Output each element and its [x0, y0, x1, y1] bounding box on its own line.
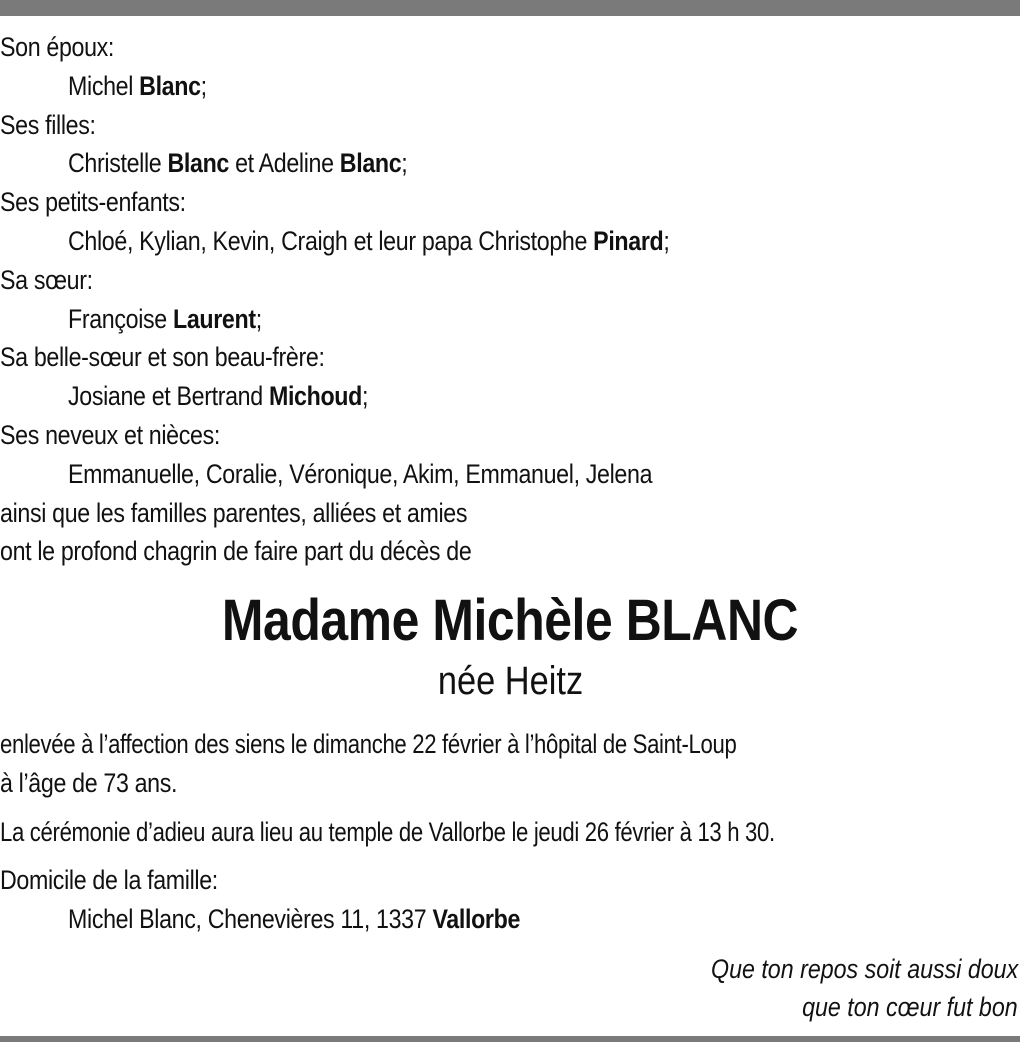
daughters-line	[0, 144, 1020, 183]
announcement-text: ont le profond chagrin de faire part du décès de	[0, 536, 472, 567]
daughters-label: Ses filles:	[0, 109, 96, 140]
deceased-block	[0, 586, 1020, 706]
deceased-name: Madame Michèle BLANC	[221, 588, 799, 653]
nephews-label-line	[0, 416, 1020, 455]
family-list	[0, 28, 1020, 571]
separator: ;	[401, 148, 408, 179]
nephews-label: Ses neveux et nièces:	[0, 419, 220, 450]
daughters-names	[68, 144, 407, 183]
domicile-label-line	[0, 861, 1020, 900]
maiden-name-text: née Heitz	[437, 659, 583, 703]
sister-last-name: Laurent	[172, 303, 256, 334]
spouse-line	[0, 67, 1020, 106]
separator: ;	[200, 70, 207, 101]
inlaws-last-name: Michoud	[268, 381, 362, 412]
daughters-label-line	[0, 106, 1020, 145]
separator: ;	[663, 225, 670, 256]
domicile-address-wrap	[68, 900, 520, 939]
nephews-line	[0, 455, 1020, 494]
spouse-first-name: Michel	[68, 70, 134, 101]
daughter1-last-name: Blanc	[167, 148, 229, 179]
grandchildren-names: Chloé, Kylian, Kevin, Craigh et leur papa Christophe	[68, 225, 588, 256]
announcement-line	[0, 532, 1020, 571]
daughter2-first-name: Adeline	[258, 148, 334, 179]
separator: ;	[255, 303, 262, 334]
spouse-name	[68, 67, 207, 106]
sister-label-line	[0, 261, 1020, 300]
details-block	[0, 725, 1020, 939]
and-word: et	[235, 148, 254, 179]
inlaws-names	[68, 377, 368, 416]
daughter1-first-name: Christelle	[68, 148, 162, 179]
maiden-name	[0, 656, 1020, 706]
epitaph-line-2: que ton cœur fut bon	[802, 992, 1018, 1022]
spouse-label: Son époux:	[0, 32, 115, 62]
sister-label: Sa sœur:	[0, 264, 93, 295]
epitaph-line-2-wrap	[661, 988, 1018, 1026]
domicile-label: Domicile de la famille:	[0, 865, 218, 896]
sister-line	[0, 300, 1020, 339]
passing-text-2: à l’âge de 73 ans.	[0, 767, 178, 798]
families-line	[0, 494, 1020, 533]
separator: ;	[361, 381, 369, 412]
epitaph-line-1-wrap	[661, 950, 1018, 988]
daughter2-last-name: Blanc	[339, 148, 402, 179]
domicile-address: Michel Blanc, Chenevières 11, 1337	[68, 904, 427, 935]
grandchildren-father-last-name: Pinard	[593, 225, 664, 256]
inlaws-label-line	[0, 338, 1020, 377]
inlaws-label: Sa belle-sœur et son beau-frère:	[0, 342, 325, 373]
nephews-names: Emmanuelle, Coralie, Véronique, Akim, Emmanuel, Jelena	[68, 458, 653, 489]
grandchildren-line	[0, 222, 1020, 261]
domicile-line	[0, 900, 1020, 939]
ceremony-text: La cérémonie d’adieu aura lieu au temple de Vallorbe le jeudi 26 février à 13 h 30.	[0, 816, 775, 847]
passing-text-1: enlevée à l’affection des siens le dimanche 22 février à l’hôpital de Saint-Loup	[0, 729, 737, 759]
sister-first-name: Françoise	[68, 303, 167, 334]
grandchildren-label: Ses petits-enfants:	[0, 187, 186, 218]
passing-line-2	[0, 764, 1020, 803]
domicile-town: Vallorbe	[432, 904, 521, 935]
spouse-label-line	[0, 28, 1020, 67]
passing-line-1	[0, 725, 1020, 764]
inlaws-first-names: Josiane et Bertrand	[68, 381, 263, 412]
inlaws-line	[0, 377, 1020, 416]
grandchildren-names-wrap	[68, 222, 669, 261]
grandchildren-label-line	[0, 183, 1020, 222]
epitaph	[661, 950, 1018, 1026]
spouse-last-name: Blanc	[139, 70, 201, 101]
bottom-border-rule	[0, 1036, 1020, 1042]
sister-name	[68, 300, 262, 339]
top-border-rule	[0, 0, 1020, 16]
epitaph-line-1: Que ton repos soit aussi doux	[710, 954, 1018, 984]
families-text: ainsi que les familles parentes, alliées et amies	[0, 497, 468, 528]
ceremony-line	[0, 813, 1020, 852]
